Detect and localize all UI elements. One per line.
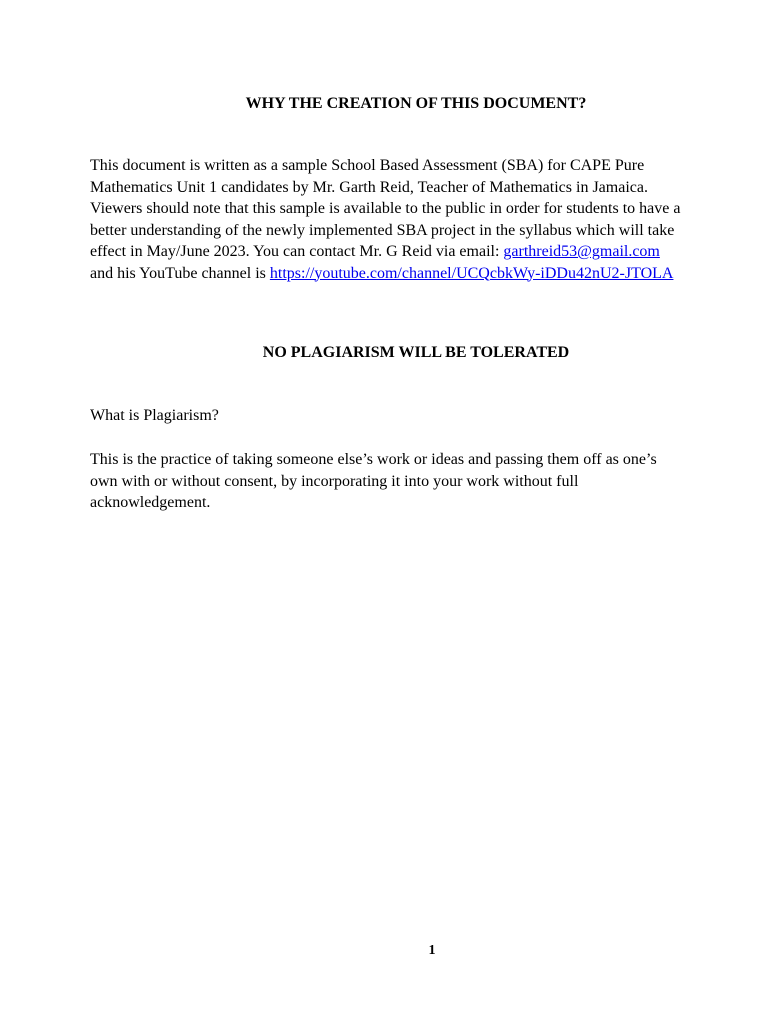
section-heading-why: WHY THE CREATION OF THIS DOCUMENT?	[245, 95, 587, 112]
intro-line-email	[90, 241, 750, 263]
youtube-link[interactable]: https://youtube.com/channel/UCQcbkWy-iDDu42nU2-JTOLA	[269, 264, 674, 282]
intro-paragraph	[90, 155, 750, 284]
section-heading-plagiarism: NO PLAGIARISM WILL BE TOLERATED	[262, 344, 570, 361]
definition-line: This is the practice of taking someone else’s work or ideas and passing them off as one’s	[90, 451, 657, 468]
intro-line: better understanding of the newly implemented SBA project in the syllabus which will take	[90, 221, 675, 239]
intro-line: Mathematics Unit 1 candidates by Mr. Garth Reid, Teacher of Mathematics in Jamaica.	[90, 178, 648, 196]
page-number: 1	[428, 943, 436, 958]
intro-line-youtube	[90, 263, 750, 285]
intro-line: Viewers should note that this sample is available to the public in order for students to have a	[90, 200, 681, 217]
definition-line: acknowledgement.	[90, 494, 211, 511]
plagiarism-question: What is Plagiarism?	[90, 407, 219, 424]
plagiarism-definition	[90, 449, 750, 514]
email-link[interactable]: garthreid53@gmail.com	[503, 243, 660, 260]
intro-line-text: and his YouTube channel is	[90, 264, 270, 282]
definition-line: own with or without consent, by incorporating it into your work without full	[90, 472, 579, 490]
intro-line-text: effect in May/June 2023. You can contact Mr. G Reid via email:	[90, 243, 504, 260]
intro-line: This document is written as a sample School Based Assessment (SBA) for CAPE Pure	[90, 157, 645, 174]
